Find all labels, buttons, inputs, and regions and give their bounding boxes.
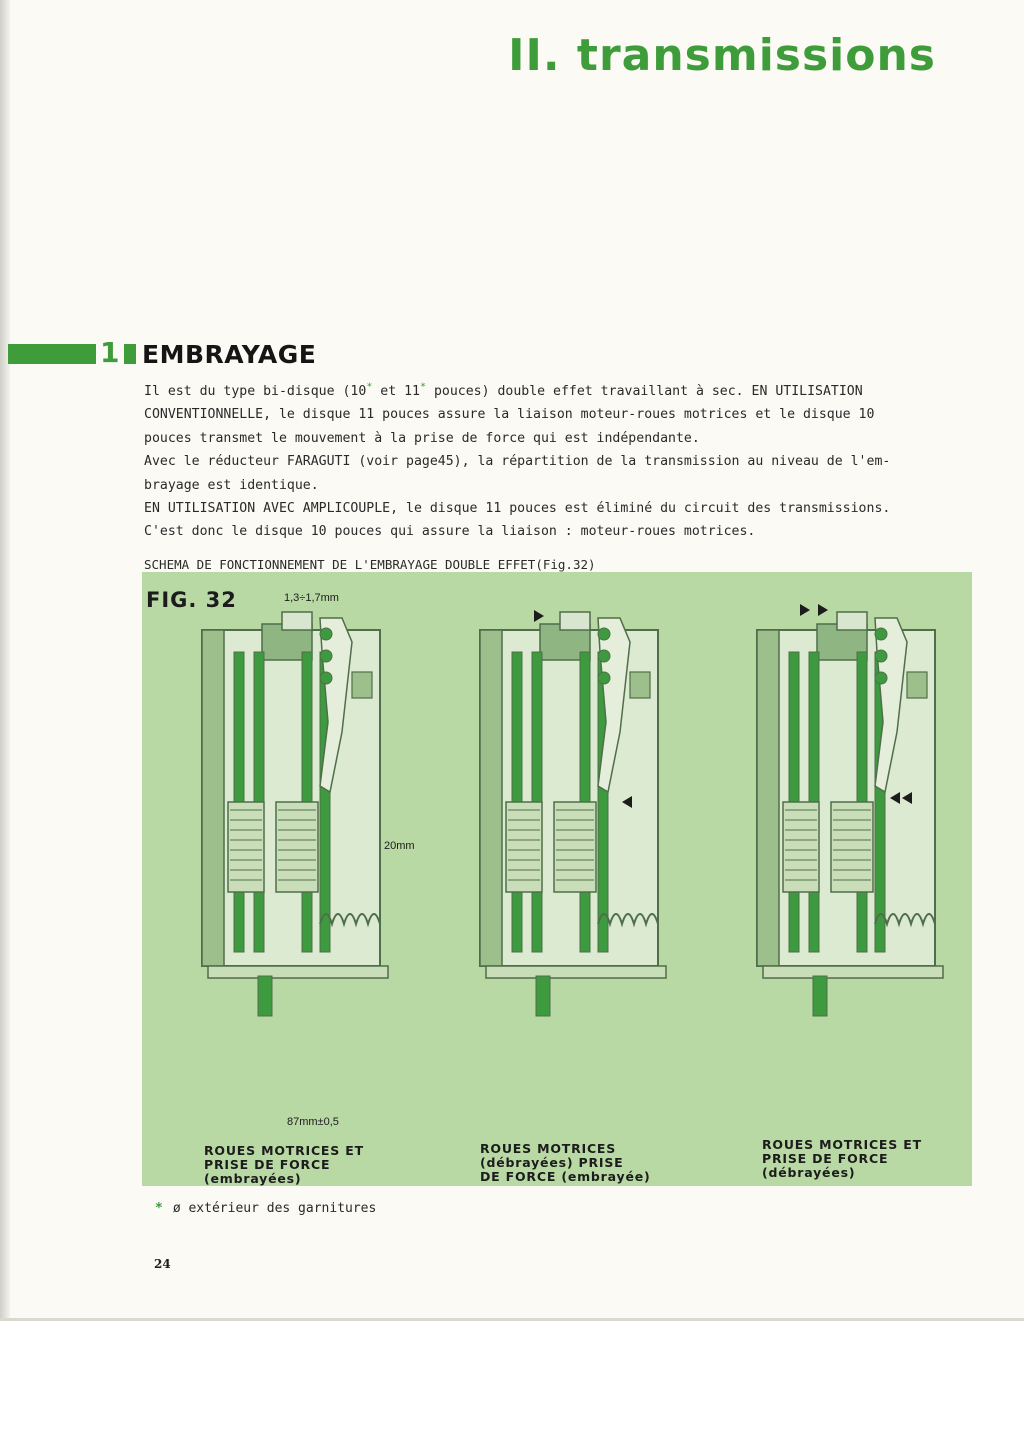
lever-pivot (875, 672, 887, 684)
clutch-section-1 (202, 612, 388, 1016)
section-title: EMBRAYAGE (142, 340, 317, 369)
lever-bolt (907, 672, 927, 698)
body-line: C'est donc le disque 10 pouces qui assure la liaison : moteur-roues motrices. (144, 524, 756, 540)
length-dimension-label: 87mm±0,5 (287, 1116, 339, 1128)
footnote-star: * (155, 1201, 163, 1216)
clutch-diagram (142, 572, 972, 1186)
travel-dimension-label: 20mm (384, 840, 415, 852)
shaft-stub (813, 976, 827, 1016)
diagram-caption-partial: ROUES MOTRICES (débrayées) PRISE DE FORCE (embrayée) (480, 1141, 651, 1184)
shaft-stub (536, 976, 550, 1016)
lever-bolt (352, 672, 372, 698)
adjusting-nut (282, 612, 312, 630)
background-below-page (0, 1321, 1024, 1447)
lever-pivot (875, 628, 887, 640)
body-line: brayage est identique. (144, 477, 319, 493)
clutch-section-3 (757, 612, 943, 1016)
chapter-title: II. transmissions (508, 30, 936, 81)
bottom-bolt (763, 966, 943, 978)
disc-hub (228, 802, 264, 892)
clutch-section-2 (480, 612, 666, 1016)
section-accent-bar (8, 344, 96, 364)
disc-hub (554, 802, 596, 892)
footnote-text: ø extérieur des garnitures (172, 1201, 377, 1216)
figure-label: FIG. 32 (146, 588, 237, 612)
disc-hub (506, 802, 542, 892)
body-line: CONVENTIONNELLE, le disque 11 pouces assure la liaison moteur-roues motrices et le disque 10 (144, 407, 875, 423)
lever-pivot (320, 650, 332, 662)
action-arrow (534, 610, 544, 622)
footnote (155, 1201, 376, 1216)
lever-pivot (598, 628, 610, 640)
disc-hub (831, 802, 873, 892)
lever-pivot (320, 628, 332, 640)
flywheel (202, 630, 224, 966)
diagram-caption-disengaged: ROUES MOTRICES ET PRISE DE FORCE (débrayées) (762, 1137, 922, 1180)
disc-hub (783, 802, 819, 892)
body-line: pouces transmet le mouvement à la prise de force qui est indépendante. (144, 430, 700, 446)
action-arrow (800, 604, 810, 616)
bottom-bolt (208, 966, 388, 978)
page-number: 24 (154, 1257, 171, 1271)
shaft-stub (258, 976, 272, 1016)
body-line: Il est du type bi-disque (10* et 11* pouces) double effet travaillant à sec. EN UTILISATION (144, 381, 863, 399)
lever-pivot (875, 650, 887, 662)
adjusting-nut (560, 612, 590, 630)
lever-pivot (598, 650, 610, 662)
flywheel (480, 630, 502, 966)
lever-bolt (630, 672, 650, 698)
clutch-figure (142, 572, 972, 1186)
action-arrow (818, 604, 828, 616)
section-number: 1 (100, 336, 120, 369)
binding-spine (0, 0, 10, 1320)
flywheel (757, 630, 779, 966)
gap-dimension-label: 1,3÷1,7mm (284, 592, 339, 604)
disc-hub (276, 802, 318, 892)
schema-caption: SCHEMA DE FONCTIONNEMENT DE L'EMBRAYAGE DOUBLE EFFET(Fig.32) (144, 557, 596, 572)
lever-pivot (598, 672, 610, 684)
body-line: Avec le réducteur FARAGUTI (voir page45), la répartition de la transmission au niveau de l'em- (144, 454, 891, 470)
section-number-block (124, 344, 136, 364)
diagram-caption-engaged: ROUES MOTRICES ET PRISE DE FORCE (embrayées) (204, 1143, 364, 1186)
body-line: EN UTILISATION AVEC AMPLICOUPLE, le disque 11 pouces est éliminé du circuit des transmissions. (144, 501, 891, 517)
lever-pivot (320, 672, 332, 684)
bottom-bolt (486, 966, 666, 978)
adjusting-nut (837, 612, 867, 630)
body-paragraph (144, 380, 950, 544)
